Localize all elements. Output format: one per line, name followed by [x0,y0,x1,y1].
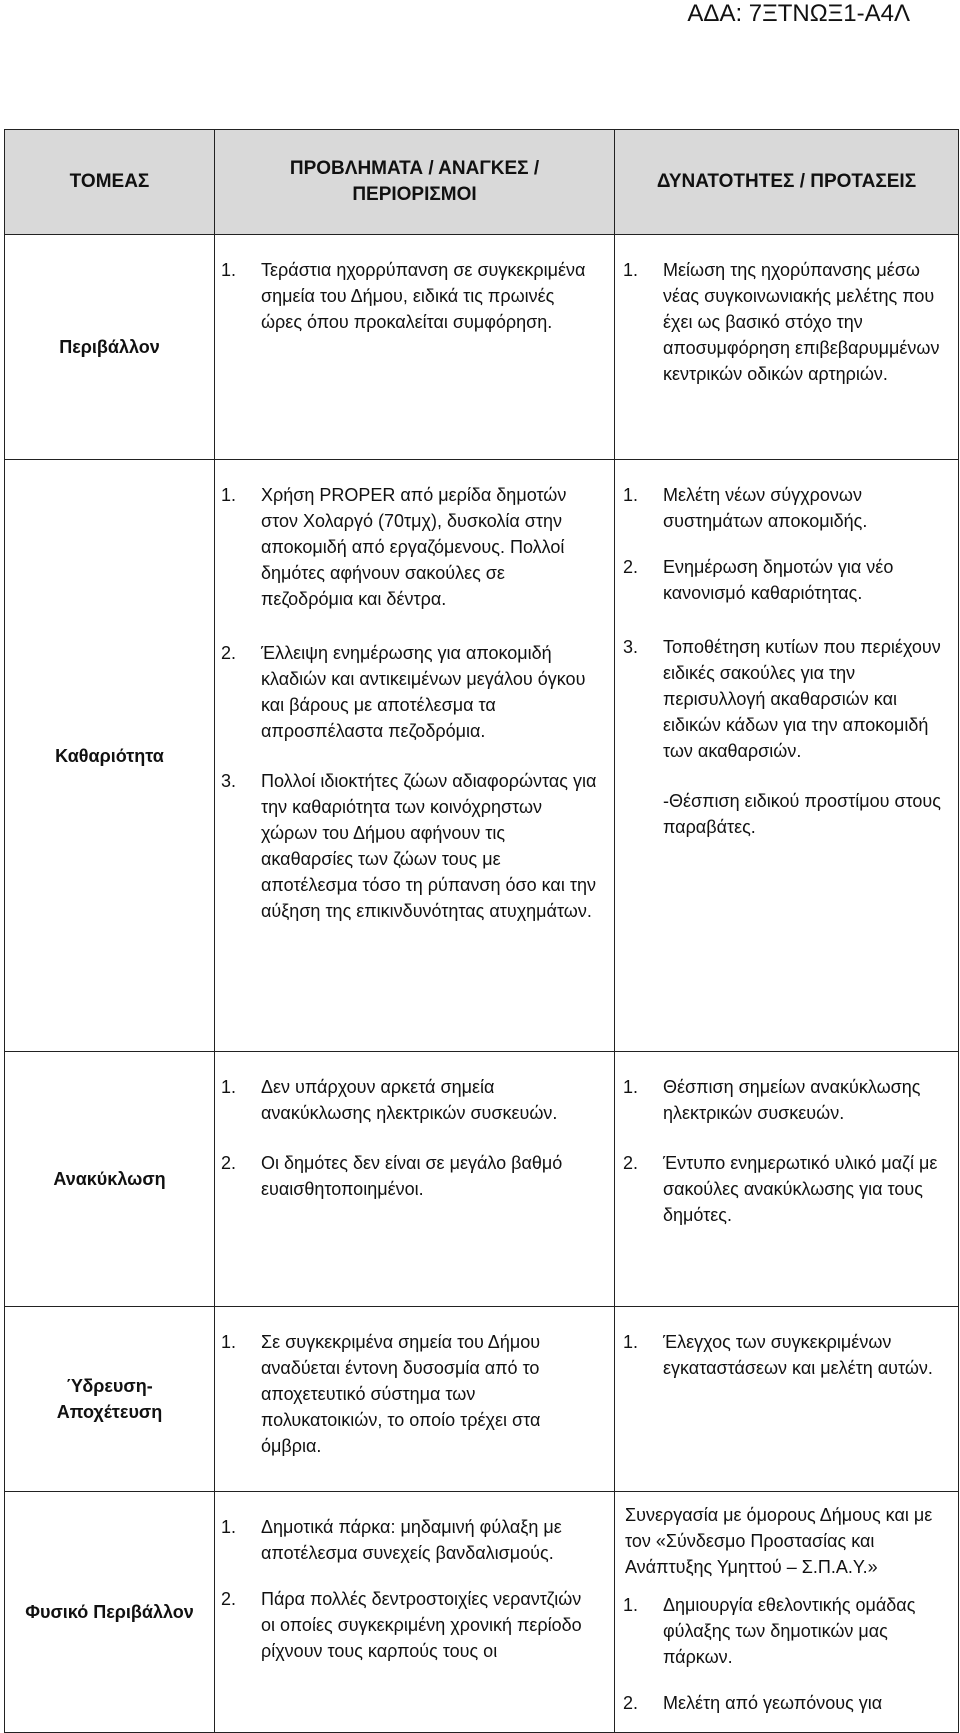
item-number: 1. [623,1077,639,1097]
proposals-list [623,1329,948,1381]
item-text: Έντυπο ενημερωτικό υλικό μαζί με σακούλες ανακύκλωσης για τους δημότες. [663,1153,938,1225]
list-item [221,768,600,924]
item-number: 1. [623,485,639,505]
proposals-cell [615,1307,959,1492]
item-text: Μελέτη νέων σύγχρονων συστημάτων αποκομιδής. [663,485,868,531]
column-header-problems: ΠΡΟΒΛΗΜΑΤΑ / ΑΝΑΓΚΕΣ / ΠΕΡΙΟΡΙΣΜΟΙ [215,130,615,235]
proposals-list [623,1592,948,1716]
item-text: Οι δημότες δεν είναι σε μεγάλο βαθμό ευαισθητοποιημένοι. [261,1153,563,1199]
item-text: Δημοτικά πάρκα: μηδαμινή φύλαξη με αποτέλεσμα συνεχείς βανδαλισμούς. [261,1517,562,1563]
problems-cell [215,1307,615,1492]
item-number: 1. [221,485,237,505]
list-item [221,1586,600,1664]
item-text: Πολλοί ιδιοκτήτες ζώων αδιαφορώντας για την καθαριότητα των κοινόχρηστων χώρων του Δήμου αφήνουν τις ακαθαρσίες των ζώων τους με αποτέλεσμα τόσο τη ρύπανση όσο και την αύξηση της επικινδυνότητας ατυχημάτων. [261,771,597,921]
item-text: Μείωση της ηχορύπανσης μέσω νέας συγκοινωνιακής μελέτης που έχει ως βασικό στόχο την αποσυμφόρηση επιβεβαρυμμένων κεντρικών οδικών αρτηριών. [663,260,940,384]
sector-cell: Καθαριότητα [5,460,215,1052]
table-row-natural-environment [5,1492,959,1733]
item-text: Τοποθέτηση κυτίων που περιέχουν ειδικές σακούλες για την περισυλλογή ακαθαρσιών και ειδικών κάδων για την αποκομιδή των ακαθαρσιών. [663,637,941,761]
item-number: 1. [221,260,237,280]
list-item [221,640,600,744]
item-text: Ενημέρωση δημοτών για νέο κανονισμό καθαριότητας. [663,557,894,603]
proposals-cell [615,1052,959,1307]
problems-cell [215,1492,615,1733]
table-header-row [5,130,959,235]
proposals-list [623,257,948,387]
list-item [623,634,948,764]
problems-list [221,1514,600,1664]
item-number: 1. [623,260,639,280]
item-number: 1. [623,1332,639,1352]
item-number: 2. [221,1589,237,1609]
proposal-note: -Θέσπιση ειδικού προστίμου στους παραβάτες. [663,791,941,837]
list-item [623,482,948,534]
item-number: 2. [221,643,237,663]
list-item [221,1514,600,1566]
sector-cell: Ανακύκλωση [5,1052,215,1307]
list-item [623,1150,948,1228]
table-row-water-sewage [5,1307,959,1492]
list-item [623,1329,948,1381]
sector-cell: Περιβάλλον [5,235,215,460]
proposals-list [623,482,948,764]
item-text: Τεράστια ηχορρύπανση σε συγκεκριμένα σημεία του Δήμου, ειδικά τις πρωινές ώρες όπου προκαλείται συμφόρηση. [261,260,586,332]
list-item [221,257,600,335]
list-item [221,482,600,612]
item-number: 2. [221,1153,237,1173]
item-number: 3. [623,637,639,657]
item-number: 2. [623,1693,639,1713]
list-item [623,1592,948,1670]
problems-cell [215,460,615,1052]
table-row-environment [5,235,959,460]
list-item [623,1074,948,1126]
proposals-cell [615,235,959,460]
item-text: Πάρα πολλές δεντροστοιχίες νεραντζιών οι οποίες συγκεκριμένη χρονική περίοδο ρίχνουν τους καρπούς τους οι [261,1589,582,1661]
proposals-cell [615,1492,959,1733]
list-item [221,1150,600,1202]
problems-cell [215,235,615,460]
list-item [221,1074,600,1126]
item-text: Σε συγκεκριμένα σημεία του Δήμου αναδύεται έντονη δυσοσμία από το αποχετευτικό σύστημα των πολυκατοικιών, το οποίο τρέχει στα όμβρια. [261,1332,541,1456]
item-number: 1. [623,1595,639,1615]
item-number: 2. [623,557,639,577]
column-header-sector: ΤΟΜΕΑΣ [5,130,215,235]
sector-cell: Φυσικό Περιβάλλον [5,1492,215,1733]
document-code: ΑΔΑ: 7ΞΤΝΩΞ1-Α4Λ [687,0,910,27]
item-number: 1. [221,1332,237,1352]
proposals-list [623,1074,948,1228]
table-row-cleanliness [5,460,959,1052]
sector-table [4,129,959,1733]
item-text: Χρήση PROPER από μερίδα δημοτών στον Χολαργό (70τμχ), δυσκολία στην αποκομιδή από εργαζόμενους. Πολλοί δημότες αφήνουν σακούλες σε πεζοδρόμια και δέντρα. [261,485,567,609]
column-header-proposals: ΔΥΝΑΤΟΤΗΤΕΣ / ΠΡΟΤΑΣΕΙΣ [615,130,959,235]
item-text: Δεν υπάρχουν αρκετά σημεία ανακύκλωσης ηλεκτρικών συσκευών. [261,1077,558,1123]
item-number: 1. [221,1077,237,1097]
item-text: Μελέτη από γεωπόνους για [663,1693,883,1713]
problems-list [221,1074,600,1202]
problems-cell [215,1052,615,1307]
item-number: 2. [623,1153,639,1173]
item-number: 1. [221,1517,237,1537]
list-item [623,554,948,606]
item-text: Δημιουργία εθελοντικής ομάδας φύλαξης των δημοτικών μας πάρκων. [663,1595,916,1667]
list-item [623,257,948,387]
list-item [221,1329,600,1459]
list-item [623,1690,948,1716]
problems-list [221,1329,600,1459]
sector-cell: Ύδρευση-Αποχέτευση [5,1307,215,1492]
problems-list [221,482,600,924]
item-number: 3. [221,771,237,791]
item-text: Έλεγχος των συγκεκριμένων εγκαταστάσεων και μελέτη αυτών. [663,1332,933,1378]
proposal-intro: Συνεργασία με όμορους Δήμους και με τον «Σύνδεσμο Προστασίας και Ανάπτυξης Υμηττού – Σ.Π.Α.Υ.» [625,1505,933,1577]
proposals-cell [615,460,959,1052]
item-text: Θέσπιση σημείων ανακύκλωσης ηλεκτρικών συσκευών. [663,1077,921,1123]
item-text: Έλλειψη ενημέρωσης για αποκομιδή κλαδιών και αντικειμένων μεγάλου όγκου και βάρους με αποτέλεσμα τα απροσπέλαστα πεζοδρόμια. [261,643,586,741]
problems-list [221,257,600,335]
table-row-recycling [5,1052,959,1307]
